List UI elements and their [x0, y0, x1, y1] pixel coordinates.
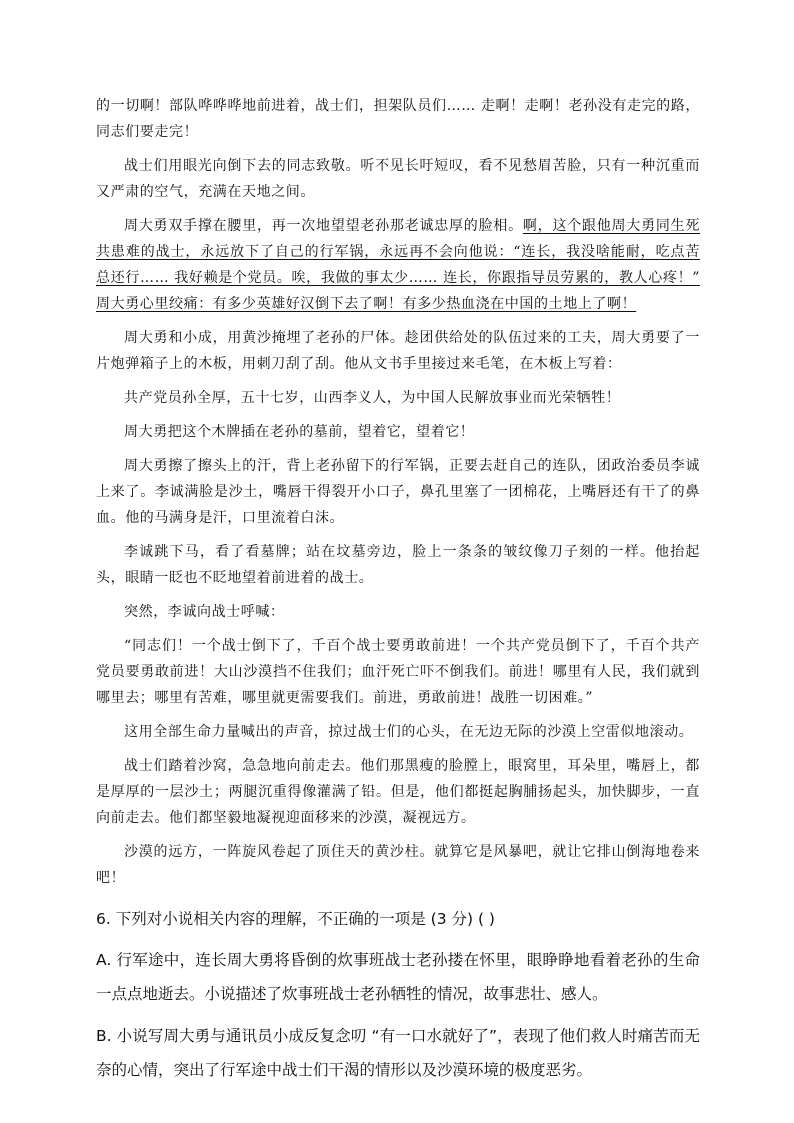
- paragraph-6: 周大勇擦了擦头上的汗，背上老孙留下的行军锅，正要去赶自己的连队，团政治委员李诚上来了。李诚满脸是沙土，嘴唇干得裂开小口子，鼻孔里塞了一团棉花，上嘴唇还有干了的鼻血。他的马满身是汗，口里流着白沫。: [96, 458, 700, 526]
- paragraph-10: 这用全部生命力量喊出的声音，掠过战士们的心头，在无边无际的沙漠上空雷似地滚动。: [124, 724, 694, 740]
- novel-excerpt: [96, 93, 700, 891]
- paragraph-2: [96, 213, 700, 317]
- option-b: B. 小说写周大勇与通讯员小成反复念叨 “有一口水就好了”，表现了他们救人时痛苦而无奈的心情，突出了行军途中战士们干渴的情形以及沙漠环境的极度恶劣。: [96, 1027, 700, 1079]
- paragraph-8: 突然，李诚向战士呼喊：: [124, 604, 285, 620]
- paragraph-0: 的一切啊！部队哗哗哗地前进着，战士们，担架队员们…… 走啊！走啊！老孙没有走完的路，同志们要走完！: [96, 98, 700, 140]
- question-stem: 6. 下列对小说相关内容的理解，不正确的一项是 (3 分) ( ): [96, 910, 495, 928]
- question-6: [96, 905, 700, 1087]
- paragraph-5: 周大勇把这个木牌插在老孙的墓前，望着它，望着它！: [124, 424, 475, 440]
- paragraph-11: 战士们踏着沙窝，急急地向前走去。他们那黑瘦的脸膛上，眼窝里，耳朵里，嘴唇上，都是厚厚的一层沙土；两腿沉重得像灌满了铅。但是，他们都挺起胸脯扬起头，加快脚步，一直向前走去。他们都坚毅地凝视迎面移来的沙漠，凝视远方。: [96, 758, 700, 826]
- paragraph-7: 李诚跳下马，看了看墓牌；站在坟墓旁边，脸上一条条的皱纹像刀子刻的一样。他抬起头，眼睛一眨也不眨地望着前进着的战士。: [96, 544, 700, 586]
- paragraph-4-inscription: 共产党员孙全厚，五十七岁，山西李义人，为中国人民解放事业而光荣牺牲！: [124, 390, 621, 406]
- underlined-passage-2: 周大勇心里绞痛：有多少英雄好汉倒下去了啊！有多少热血浇在中国的土地上了啊！: [96, 296, 637, 312]
- paragraph-9-speech: “同志们！一个战士倒下了，千百个战士要勇敢前进！一个共产党员倒下了，千百个共产党员要勇敢前进！大山沙漠挡不住我们；血汗死亡吓不倒我们。前进！哪里有人民，我们就到哪里去；哪里有苦难，哪里就更需要我们。前进，勇敢前进！战胜一切困难。”: [96, 638, 700, 706]
- paragraph-1: 战士们用眼光向倒下去的同志致敬。听不见长吁短叹，看不见愁眉苦脸，只有一种沉重而又严肃的空气，充满在天地之间。: [96, 158, 700, 200]
- paragraph-2-lead: 周大勇双手撑在腰里，再一次地望望老孙那老诚忠厚的脸相。: [124, 218, 523, 234]
- document-page: [96, 93, 700, 1095]
- option-a: A. 行军途中，连长周大勇将昏倒的炊事班战士老孙搂在怀里，眼睁睁地看着老孙的生命一点点地逝去。小说描述了炊事班战士老孙牺牲的情况，故事悲壮、感人。: [96, 951, 700, 1003]
- paragraph-3: 周大勇和小成，用黄沙掩埋了老孙的尸体。趁团供给处的队伍过来的工夫，周大勇要了一片炮弹箱子上的木板，用刺刀刮了刮。他从文书手里接过来毛笔，在木板上写着：: [96, 330, 700, 372]
- underlined-passage-1: 啊，这个跟他周大勇同生死共患难的战士，永远放下了自己的行军锅，永远再不会向他说：“连长，我没啥能耐，吃点苦总还行…… 我好赖是个党员。唉，我做的事太少…… 连长，你跟指导员劳累的，教人心疼！”: [96, 218, 700, 286]
- paragraph-12: 沙漠的远方，一阵旋风卷起了顶住天的黄沙柱。就算它是风暴吧，就让它排山倒海地卷来吧！: [96, 844, 700, 886]
